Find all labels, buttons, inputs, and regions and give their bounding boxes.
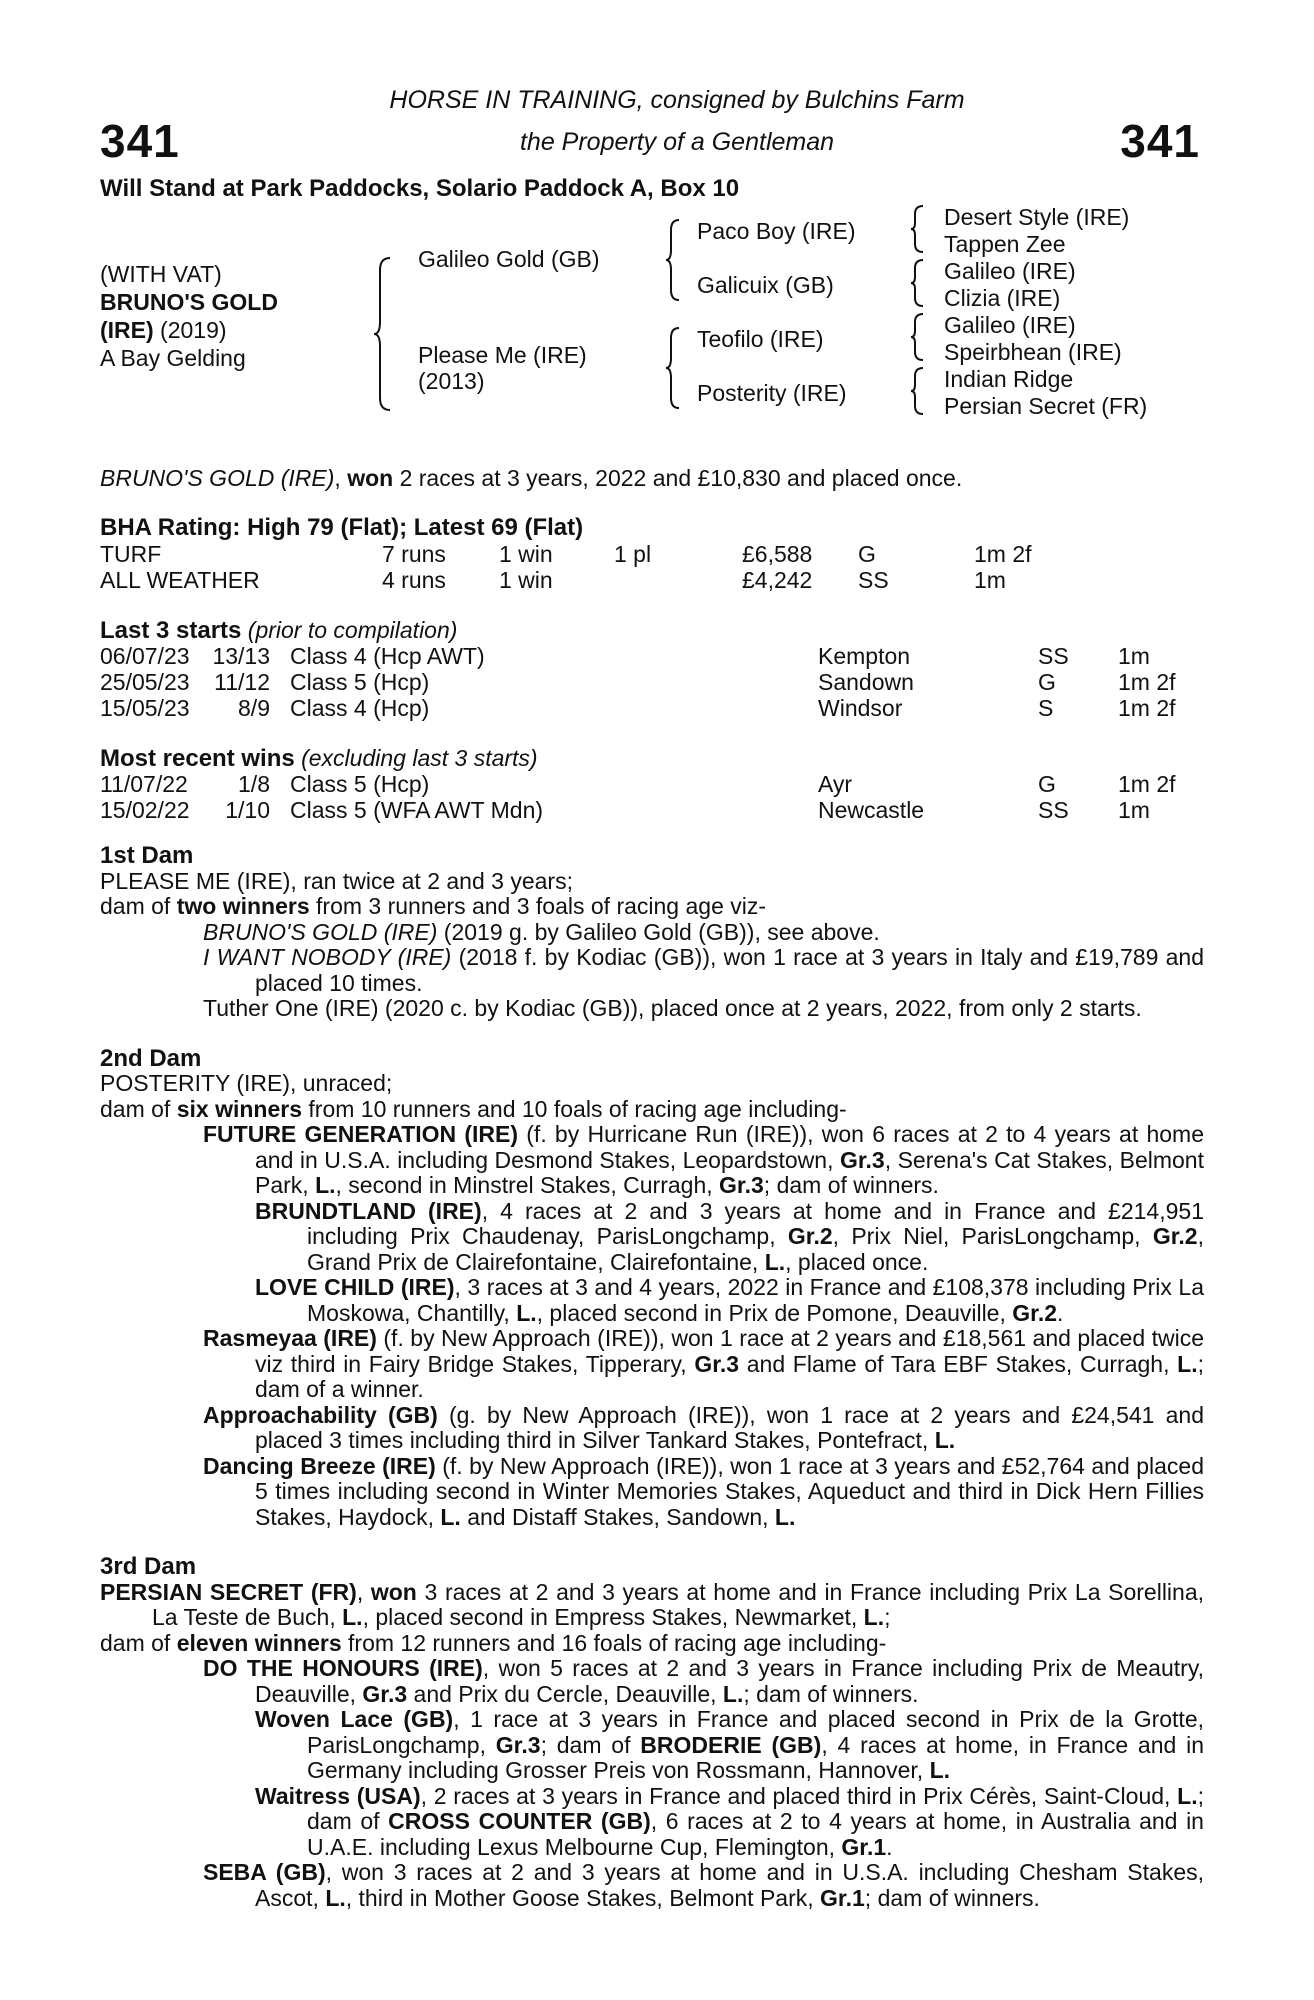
start-course: Sandown: [818, 669, 914, 695]
grand-offspring: Waitress (USA), 2 races at 3 years in France and placed third in Prix Cérès, Saint-Cloud, L.; dam of CROSS COUNTER (GB), 6 races at 2 to 4 years at home, in Australia and in U.A.E. including Lexus Melbourne Cup, Flemington, Gr.1.: [255, 1782, 1204, 1860]
rating-distance-turf: 1m 2f: [974, 541, 1032, 567]
pedigree-dam-dam: Posterity (IRE): [697, 380, 847, 406]
lot-number-right: 341: [1120, 115, 1200, 167]
grand-offspring: BRUNDTLAND (IRE), 4 races at 2 and 3 years at home and in France and £214,951 including Prix Chaudenay, ParisLongchamp, Gr.2, Prix Niel, ParisLongchamp, Gr.2, Grand Prix de Clairefontaine, Clairefontaine, L., placed once.: [255, 1197, 1204, 1275]
pedigree-brace-main: [372, 256, 394, 412]
rating-surface-turf: TURF: [100, 541, 162, 567]
grand-offspring: LOVE CHILD (IRE), 3 races at 3 and 4 years, 2022 in France and £108,378 including Prix La Moskowa, Chantilly, L., placed second in Prix de Pomone, Deauville, Gr.2.: [255, 1274, 1204, 1326]
start-going: S: [1038, 695, 1054, 721]
rating-surface-aw: ALL WEATHER: [100, 567, 260, 593]
pedigree-dam-sire: Teofilo (IRE): [697, 326, 824, 352]
start-date: 25/05/23: [100, 669, 190, 695]
pedigree-brace-g1: [910, 204, 926, 254]
second-dam-offspring: Dancing Breeze (IRE) (f. by New Approach (IRE)), won 1 race at 3 years and £52,764 and placed 5 times including second in Winter Memories Stakes, Aqueduct and third in Dick Hern Fillies Stakes, Haydock, L. and Distaff Stakes, Sandown, L.: [203, 1452, 1204, 1530]
third-dam-offspring: DO THE HONOURS (IRE), won 5 races at 2 and 3 years in France including Prix de Meautry, Deauville, Gr.3 and Prix du Cercle, Deauville, L.; dam of winners.: [203, 1655, 1204, 1707]
start-date: 15/05/23: [100, 695, 190, 721]
second-dam-produce: dam of six winners from 10 runners and 10 foals of racing age including-: [100, 1095, 847, 1122]
pedigree-brace-g3: [910, 312, 926, 362]
horse-name: BRUNO'S GOLD: [100, 289, 278, 315]
first-dam-offspring: I WANT NOBODY (IRE) (2018 f. by Kodiac (GB)), won 1 race at 3 years in Italy and £19,789 and placed 10 times.: [203, 944, 1204, 996]
first-dam-offspring: Tuther One (IRE) (2020 c. by Kodiac (GB)), placed once at 2 years, 2022, from only 2 starts.: [203, 995, 1142, 1021]
pedigree-dam-year: (2013): [418, 368, 485, 394]
first-dam-offspring: BRUNO'S GOLD (IRE) (2019 g. by Galileo Gold (GB)), see above.: [203, 918, 880, 945]
horse-identity: [100, 260, 278, 372]
win-going: G: [1038, 771, 1056, 797]
win-date: 11/07/22: [100, 771, 188, 797]
lot-number-left: 341: [100, 115, 180, 167]
pedigree-brace-g2: [910, 258, 926, 308]
win-distance: 1m: [1118, 797, 1150, 823]
stand-location: Will Stand at Park Paddocks, Solario Paddock A, Box 10: [100, 175, 740, 202]
rating-prize-turf: £6,588: [742, 541, 813, 567]
pedigree-gg-7: Indian Ridge: [944, 366, 1074, 392]
second-dam-line: POSTERITY (IRE), unraced;: [100, 1070, 393, 1096]
pedigree-gg-1: Desert Style (IRE): [944, 204, 1130, 230]
start-course: Kempton: [818, 643, 911, 669]
start-date: 06/07/23: [100, 643, 190, 669]
rating-title: BHA Rating: High 79 (Flat); Latest 69 (Flat): [100, 514, 584, 541]
rating-placed-turf: 1 pl: [614, 541, 652, 567]
pedigree-brace-dam: [665, 326, 683, 410]
rating-runs-aw: 4 runs: [382, 567, 446, 593]
win-class: Class 5 (WFA AWT Mdn): [290, 797, 544, 823]
consignor-line: HORSE IN TRAINING, consigned by Bulchins Farm: [389, 86, 965, 114]
pedigree-gg-4: Clizia (IRE): [944, 285, 1061, 311]
start-distance: 1m 2f: [1118, 695, 1176, 721]
pedigree-gg-5: Galileo (IRE): [944, 312, 1076, 338]
first-dam-produce: dam of two winners from 3 runners and 3 foals of racing age viz-: [100, 893, 767, 919]
win-position: 1/8: [238, 771, 270, 797]
recent-wins-title: Most recent wins (excluding last 3 starts): [100, 745, 538, 772]
start-course: Windsor: [818, 695, 903, 721]
start-going: SS: [1038, 643, 1069, 669]
win-date: 15/02/22: [100, 797, 190, 823]
third-dam-produce: dam of eleven winners from 12 runners and 16 foals of racing age including-: [100, 1629, 887, 1656]
race-summary: BRUNO'S GOLD (IRE), won 2 races at 3 years, 2022 and £10,830 and placed once.: [100, 465, 963, 491]
pedigree-gg-3: Galileo (IRE): [944, 258, 1076, 284]
third-dam-line: PERSIAN SECRET (FR), won 3 races at 2 and 3 years at home and in France including Prix La Sorellina, La Teste de Buch, L., placed second in Empress Stakes, Newmarket, L.;: [100, 1578, 1205, 1630]
horse-description: A Bay Gelding: [100, 345, 246, 371]
win-going: SS: [1038, 797, 1069, 823]
third-dam-title: 3rd Dam: [100, 1553, 197, 1580]
last-starts-title: Last 3 starts (prior to compilation): [100, 617, 458, 644]
rating-prize-aw: £4,242: [742, 567, 813, 593]
pedigree-brace-sire: [665, 218, 683, 302]
second-dam-title: 2nd Dam: [100, 1044, 202, 1072]
grand-offspring: Woven Lace (GB), 1 race at 3 years in France and placed second in Prix de la Grotte, ParisLongchamp, Gr.3; dam of BRODERIE (GB), 4 races at home, in France and in Germany including Grosser Preis von Rossmann, Hannover, L.: [255, 1706, 1205, 1783]
rating-distance-aw: 1m: [974, 567, 1006, 593]
start-position: 13/13: [212, 643, 270, 669]
win-distance: 1m 2f: [1118, 771, 1176, 797]
win-course: Newcastle: [818, 797, 925, 823]
horse-suffix: (IRE): [100, 317, 154, 343]
rating-going-turf: G: [858, 541, 876, 567]
pedigree-gg-2: Tappen Zee: [944, 231, 1066, 257]
pedigree-dam: Please Me (IRE): [418, 342, 587, 368]
start-distance: 1m: [1118, 643, 1150, 669]
horse-year: (2019): [153, 317, 227, 343]
rating-runs-turf: 7 runs: [382, 541, 446, 567]
rating-going-aw: SS: [858, 567, 889, 593]
dam-sections: [100, 843, 1204, 1911]
win-course: Ayr: [818, 771, 853, 797]
start-position: 8/9: [238, 695, 270, 721]
start-distance: 1m 2f: [1118, 669, 1176, 695]
start-class: Class 4 (Hcp): [290, 695, 430, 721]
rating-wins-turf: 1 win: [499, 541, 553, 567]
pedigree-brace-g4: [910, 366, 926, 416]
start-going: G: [1038, 669, 1056, 695]
second-dam-offspring: Rasmeyaa (IRE) (f. by New Approach (IRE)), won 1 race at 2 years and £18,561 and placed twice viz third in Fairy Bridge Stakes, Tipperary, Gr.3 and Flame of Tara EBF Stakes, Curragh, L.; dam of a winner.: [203, 1325, 1205, 1402]
pedigree-gg-6: Speirbhean (IRE): [944, 339, 1122, 365]
third-dam-offspring: SEBA (GB), won 3 races at 2 and 3 years at home and in U.S.A. including Chesham Stakes, Ascot, L., third in Mother Goose Stakes, Belmont Park, Gr.1; dam of winners.: [203, 1859, 1204, 1911]
second-dam-offspring: FUTURE GENERATION (IRE) (f. by Hurricane Run (IRE)), won 6 races at 2 to 4 years at home and in U.S.A. including Desmond Stakes, Leopardstown, Gr.3, Serena's Cat Stakes, Belmont Park, L., second in Minstrel Stakes, Curragh, Gr.3; dam of winners.: [203, 1121, 1204, 1198]
second-dam-offspring: Approachability (GB) (g. by New Approach (IRE)), won 1 race at 2 years and £24,541 and placed 3 times including third in Silver Tankard Stakes, Pontefract, L.: [203, 1401, 1204, 1453]
rating-wins-aw: 1 win: [499, 567, 553, 593]
start-position: 11/12: [214, 669, 270, 695]
pedigree-sire-dam: Galicuix (GB): [697, 272, 834, 298]
start-class: Class 5 (Hcp): [290, 669, 430, 695]
pedigree-sire-sire: Paco Boy (IRE): [697, 218, 856, 244]
first-dam-title: 1st Dam: [100, 842, 194, 869]
vat-note: (WITH VAT): [100, 261, 222, 287]
first-dam-line: PLEASE ME (IRE), ran twice at 2 and 3 years;: [100, 867, 573, 894]
start-class: Class 4 (Hcp AWT): [290, 643, 485, 669]
win-class: Class 5 (Hcp): [290, 771, 430, 797]
property-line: the Property of a Gentleman: [519, 128, 835, 156]
pedigree-sire: Galileo Gold (GB): [418, 246, 600, 272]
win-position: 1/10: [225, 797, 270, 823]
pedigree-gg-8: Persian Secret (FR): [944, 393, 1148, 419]
